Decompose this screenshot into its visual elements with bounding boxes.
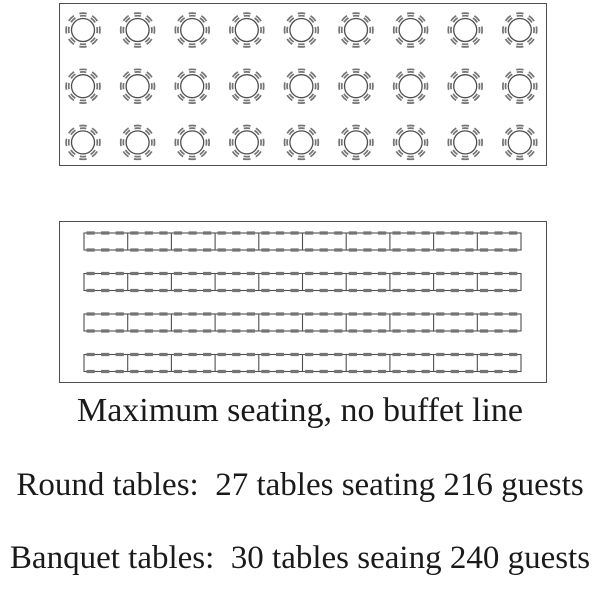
round-table-top	[508, 75, 531, 98]
round-table-top	[454, 75, 477, 98]
round-table-top	[290, 19, 313, 42]
banquet-table-row	[84, 314, 521, 331]
round-table	[121, 125, 155, 159]
round-table-top	[508, 131, 531, 154]
round-table-top	[399, 131, 422, 154]
round-table	[230, 69, 264, 103]
round-table	[121, 13, 155, 47]
round-table-top	[345, 75, 368, 98]
round-table-top	[235, 131, 258, 154]
round-table-top	[399, 75, 422, 98]
round-table-top	[399, 19, 422, 42]
banquet-tables-diagram	[60, 222, 546, 382]
round-table	[175, 125, 209, 159]
round-table	[230, 13, 264, 47]
round-table-top	[126, 131, 149, 154]
round-tables-room	[59, 3, 547, 166]
round-table-top	[181, 75, 204, 98]
caption-round-summary: Round tables: 27 tables seating 216 guests	[16, 467, 584, 503]
round-table	[175, 69, 209, 103]
round-table	[285, 125, 319, 159]
round-table	[121, 69, 155, 103]
round-table	[175, 13, 209, 47]
round-table	[339, 69, 373, 103]
round-table-top	[235, 19, 258, 42]
round-table-top	[345, 19, 368, 42]
round-tables-diagram	[60, 4, 546, 165]
round-table-top	[454, 19, 477, 42]
round-table-top	[181, 131, 204, 154]
banquet-table-row	[84, 233, 521, 250]
banquet-table-row	[84, 355, 521, 372]
round-table	[66, 125, 100, 159]
banquet-table-row	[84, 274, 521, 291]
round-table	[285, 69, 319, 103]
round-table	[285, 13, 319, 47]
round-table	[66, 13, 100, 47]
round-table	[448, 69, 482, 103]
caption-banquet-summary: Banquet tables: 30 tables seaing 240 guests	[9, 540, 591, 576]
round-table	[448, 125, 482, 159]
round-table-top	[72, 131, 95, 154]
round-table	[448, 13, 482, 47]
round-table-top	[345, 131, 368, 154]
round-table-top	[508, 19, 531, 42]
round-table	[394, 69, 428, 103]
round-table-top	[235, 75, 258, 98]
round-table	[230, 125, 264, 159]
banquet-tables-room	[59, 221, 547, 383]
round-table	[339, 125, 373, 159]
round-table-top	[290, 131, 313, 154]
round-table-top	[72, 75, 95, 98]
round-table	[503, 125, 537, 159]
caption-subtitle: Maximum seating, no buffet line	[76, 392, 524, 429]
round-table	[66, 69, 100, 103]
round-table	[503, 69, 537, 103]
round-table-top	[181, 19, 204, 42]
round-table	[394, 125, 428, 159]
round-table-top	[126, 75, 149, 98]
round-table	[394, 13, 428, 47]
round-table	[339, 13, 373, 47]
round-table-top	[126, 19, 149, 42]
round-table-top	[290, 75, 313, 98]
round-table	[503, 13, 537, 47]
round-table-top	[454, 131, 477, 154]
round-table-top	[72, 19, 95, 42]
